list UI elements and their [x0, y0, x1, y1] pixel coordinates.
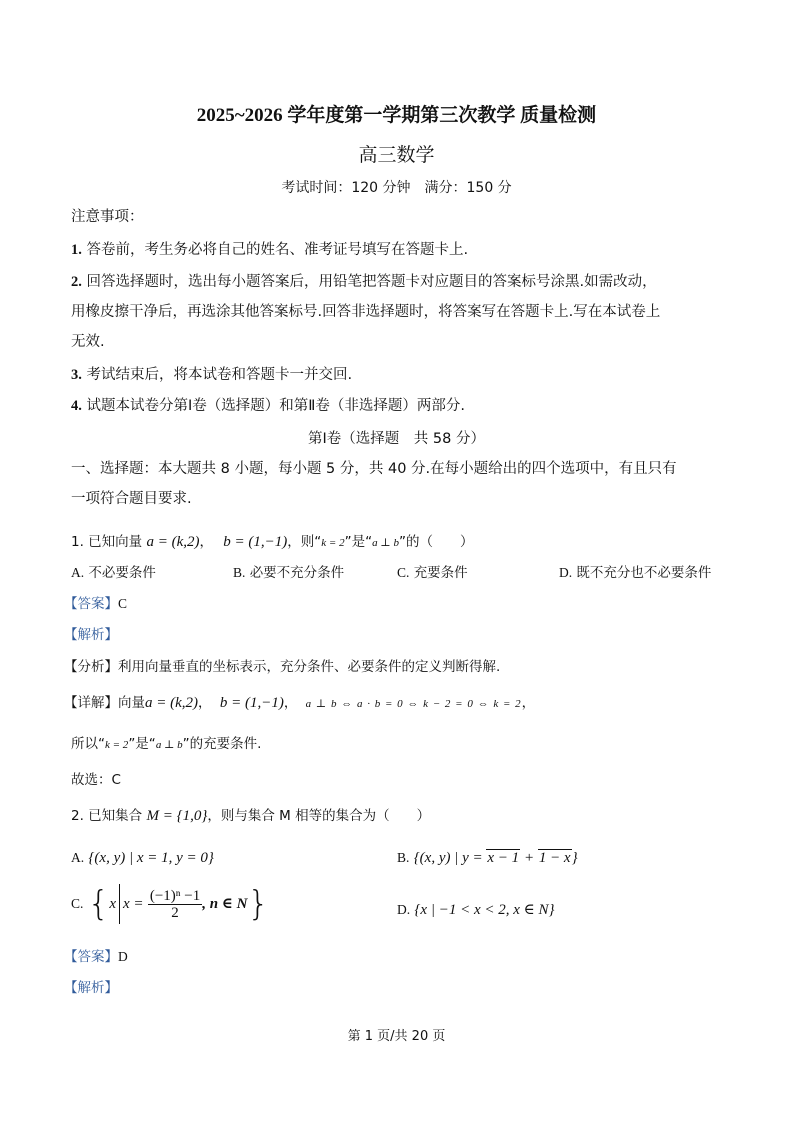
q1-stem-prefix: 1. 已知向量 — [71, 534, 143, 550]
q1-xiangjie: 【详解】向量a = (k,2)， b = (1,−1)， a ⊥ b ⇔ a · b = 0 ⇔ k − 2 = 0 ⇔ k = 2， — [64, 695, 536, 711]
section-desc-line2: 一项符合题目要求. — [71, 491, 192, 507]
q2-stem — [71, 806, 430, 826]
page-title: 2025~2026 学年度第一学期第三次教学 质量检测 — [196, 105, 597, 126]
q1-conclusion — [71, 734, 261, 755]
notice-num: 1. — [71, 242, 82, 258]
notice-item-3 — [71, 365, 352, 385]
option-c-tail: , n ∈ N — [202, 896, 248, 912]
notice-text: 考试结束后，将本试卷和答题卡一并交回. — [86, 367, 353, 383]
q1-cond: k = 2 — [321, 537, 345, 549]
xiangjie-prefix: 向量 — [118, 695, 145, 711]
xiangjie-tag: 【详解】 — [64, 695, 118, 711]
q1-choose: 故选：C — [71, 772, 121, 788]
q1-fenxi — [64, 657, 500, 677]
answer-value: C — [118, 596, 128, 611]
option-text: {x | −1 < x < 2, x ∈ N} — [414, 902, 555, 918]
option-sqrt-1: x − 1 — [487, 850, 520, 866]
set-bar — [119, 884, 120, 924]
xiangjie-vec-b: b = (1,−1) — [219, 695, 284, 711]
notice-item-2-line3: 无效. — [71, 334, 105, 350]
fenxi-text: 利用向量垂直的坐标表示，充分条件、必要条件的定义判断得解. — [118, 659, 501, 675]
q2-answer — [64, 947, 128, 967]
answer-tag: 【答案】 — [64, 596, 118, 612]
notice-text: 回答选择题时，选出每小题答案后，用铅笔把答题卡对应题目的答案标号涂黑.如需改动， — [86, 274, 657, 290]
fenxi-tag: 【分析】 — [64, 659, 118, 675]
answer-value: D — [118, 949, 128, 964]
conclusion-end: ”的充要条件. — [182, 736, 262, 752]
xiangjie-chain: a ⊥ b ⇔ a · b = 0 ⇔ k − 2 = 0 ⇔ k = 2 — [305, 698, 522, 710]
q1-stem-end: ”的（ ） — [398, 534, 474, 550]
q2-set-m: M = {1,0} — [146, 808, 208, 824]
q1-option-a — [71, 563, 156, 583]
exam-info: 考试时间：120 分钟 满分：150 分 — [281, 180, 512, 196]
notice-num: 4. — [71, 398, 82, 414]
q1-analysis-tag: 【解析】 — [64, 627, 118, 643]
q1-stem-mid2: ”是“ — [344, 534, 373, 550]
option-label: C. — [397, 565, 410, 580]
option-plus: + — [520, 850, 538, 866]
option-text: 必要不充分条件 — [249, 565, 345, 581]
q1-vec-b: b = (1,−1) — [223, 534, 288, 550]
option-text: 不必要条件 — [88, 565, 156, 581]
answer-tag: 【答案】 — [64, 949, 118, 965]
section-desc-line1: 一、选择题：本大题共 8 小题，每小题 5 分，共 40 分.在每小题给出的四个选项中，有且只有 — [71, 461, 677, 477]
page-subtitle: 高三数学 — [358, 144, 435, 166]
section-title: 第Ⅰ卷（选择题 共 58 分） — [308, 431, 485, 447]
q1-option-d — [559, 563, 711, 583]
conclusion-mid: ”是“ — [128, 736, 156, 752]
q2-analysis-tag: 【解析】 — [64, 980, 118, 996]
q1-vec-a: a = (k,2) — [146, 534, 200, 550]
conclusion-cond: k = 2 — [105, 739, 129, 751]
q2-option-b — [397, 848, 578, 868]
notice-item-2-line2: 用橡皮擦干净后，再选涂其他答案标号.回答非选择题时，将答案写在答题卡上.写在本试卷上 — [71, 304, 661, 320]
q1-stem: 1. 已知向量 a = (k,2)， b = (1,−1)，则“k = 2”是“a ⊥ b”的（ ） — [71, 534, 474, 550]
xiangjie-vec-a: a = (k,2) — [145, 695, 199, 711]
option-label: D. — [397, 902, 411, 917]
option-sqrt-2: 1 − x — [538, 850, 571, 866]
option-text: 充要条件 — [413, 565, 468, 581]
q1-perp: a ⊥ b — [372, 537, 399, 549]
option-text: 既不充分也不必要条件 — [576, 565, 712, 581]
option-label: B. — [233, 565, 246, 580]
notice-item-4 — [71, 396, 465, 416]
notice-text: 试题本试卷分第Ⅰ卷（选择题）和第Ⅱ卷（非选择题）两部分. — [86, 398, 466, 414]
left-brace-icon: { — [87, 884, 110, 924]
conclusion-prefix: 所以“ — [71, 736, 105, 752]
q1-answer — [64, 594, 127, 614]
option-text-left: {(x, y) | y = — [413, 850, 487, 866]
q1-option-c — [397, 563, 468, 583]
option-c-xeq: x = — [123, 896, 144, 912]
q2-stem-end: ，则与集合 M 相等的集合为（ ） — [207, 808, 431, 824]
q2-stem-prefix: 2. 已知集合 — [71, 808, 143, 824]
option-text-right: } — [571, 850, 578, 866]
notice-num: 2. — [71, 274, 82, 290]
notice-text: 答卷前，考生务必将自己的姓名、准考证号填写在答题卡上. — [86, 242, 469, 258]
option-c-fraction — [148, 888, 202, 921]
option-label: D. — [559, 565, 573, 580]
conclusion-perp: a ⊥ b — [155, 739, 183, 751]
option-label: A. — [71, 565, 85, 580]
q2-option-c — [71, 884, 269, 924]
notice-item-1 — [71, 240, 468, 260]
notice-heading: 注意事项： — [71, 209, 144, 225]
option-c-x: x — [109, 896, 116, 912]
q2-option-d — [397, 900, 555, 920]
q1-option-b — [233, 563, 344, 583]
option-label: B. — [397, 850, 410, 865]
fraction-denominator: 2 — [171, 904, 179, 921]
q1-stem-mid: ，则“ — [287, 534, 322, 550]
option-label: C. — [71, 896, 84, 911]
notice-num: 3. — [71, 367, 82, 383]
q2-option-a — [71, 848, 214, 868]
option-text: {(x, y) | x = 1, y = 0} — [88, 850, 214, 866]
option-label: A. — [71, 850, 85, 865]
notice-item-2 — [71, 272, 657, 292]
page-footer: 第 1 页/共 20 页 — [347, 1029, 446, 1044]
right-brace-icon: } — [247, 884, 270, 924]
fraction-numerator: (−1)ⁿ −1 — [149, 887, 201, 904]
